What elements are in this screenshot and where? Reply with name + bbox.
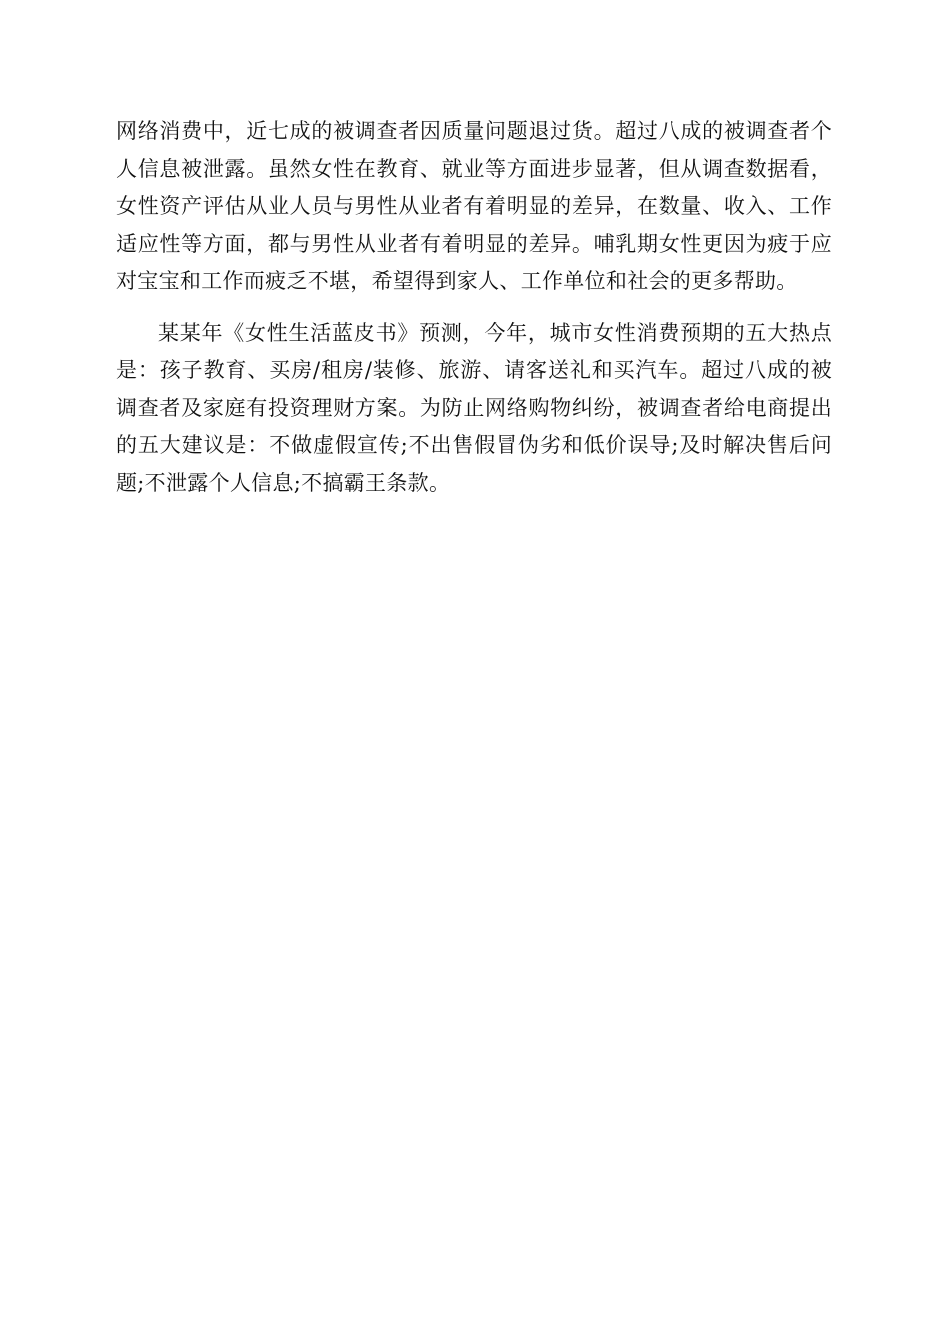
document-body [116,113,832,502]
paragraph-consumer-survey: 网络消费中，近七成的被调查者因质量问题退过货。超过八成的被调查者个人信息被泄露。虽然女性在教育、就业等方面进步显著，但从调查数据看，女性资产评估从业人员与男性从业者有着明显的差异，在数量、收入、工作适应性等方面，都与男性从业者有着明显的差异。哺乳期女性更因为疲于应对宝宝和工作而疲乏不堪，希望得到家人、工作单位和社会的更多帮助。 [116,119,832,293]
paragraph-blue-book-forecast: 某某年《女性生活蓝皮书》预测，今年，城市女性消费预期的五大热点是：孩子教育、买房/租房/装修、旅游、请客送礼和买汽车。超过八成的被调查者及家庭有投资理财方案。为防止网络购物纠纷，被调查者给电商提出的五大建议是：不做虚假宣传;不出售假冒伪劣和低价误导;及时解决售后问题;不泄露个人信息;不搞霸王条款。 [116,320,832,495]
